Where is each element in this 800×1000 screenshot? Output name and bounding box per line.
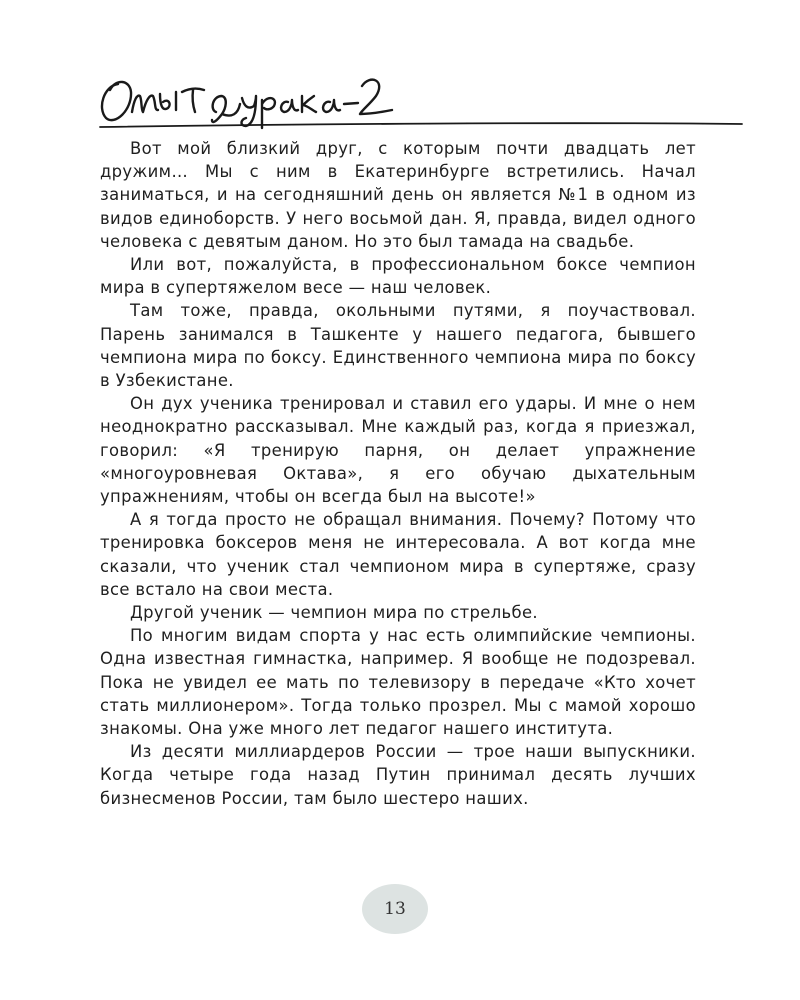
page-number: 13	[384, 899, 406, 919]
paragraph: Или вот, пожалуйста, в профессиональном боксе чемпион мира в супертяжелом весе — наш человек.	[100, 255, 696, 298]
paragraph: А я тогда просто не обращал внимания. Почему? Потому что тренировка боксеров меня не интересовала. А вот когда мне сказали, что ученик стал чемпионом мира в супертяже, сразу все встало на свои места.	[100, 510, 696, 599]
paragraph: Он дух ученика тренировал и ставил его удары. И мне о нем неоднократно рассказывал. Мне каждый раз, когда я приезжал, говорил: «Я тренирую парня, он делает упражнение «многоуровневая Октава», я его обучаю дыхательным упражнениям, чтобы он всегда был на высоте!»	[100, 394, 696, 507]
body-text	[100, 137, 696, 810]
page-number-badge	[362, 884, 428, 934]
paragraph: Вот мой близкий друг, с которым почти двадцать лет дружим… Мы с ним в Екатеринбурге встретились. Начал заниматься, и на сегодняшний день он является №1 в одном из видов единоборств. У него восьмой дан. Я, правда, видел одного человека с девятым даном. Но это был тамада на свадьбе.	[100, 139, 696, 251]
paragraph: Там тоже, правда, окольными путями, я поучаствовал. Парень занимался в Ташкенте у нашего педагога, бывшего чемпиона мира по боксу. Единственного чемпиона мира по боксу в Узбекистане.	[100, 301, 696, 391]
paragraph: Другой ученик — чемпион мира по стрельбе.	[130, 603, 538, 623]
handwritten-title-logo	[0, 0, 800, 135]
page-header	[0, 0, 800, 135]
paragraph: Из десяти миллиардеров России — трое наши выпускники. Когда четыре года назад Путин принимал десять лучших бизнесменов России, там было шестеро наших.	[100, 742, 696, 808]
paragraph: По многим видам спорта у нас есть олимпийские чемпионы. Одна известная гимнастка, например. Я вообще не подозревал. Пока не увидел ее мать по телевизору в передаче «Кто хочет стать миллионером». Тогда только прозрел. Мы с мамой хорошо знакомы. Она уже много лет педагог нашего института.	[100, 626, 696, 739]
header-rule	[100, 123, 742, 127]
